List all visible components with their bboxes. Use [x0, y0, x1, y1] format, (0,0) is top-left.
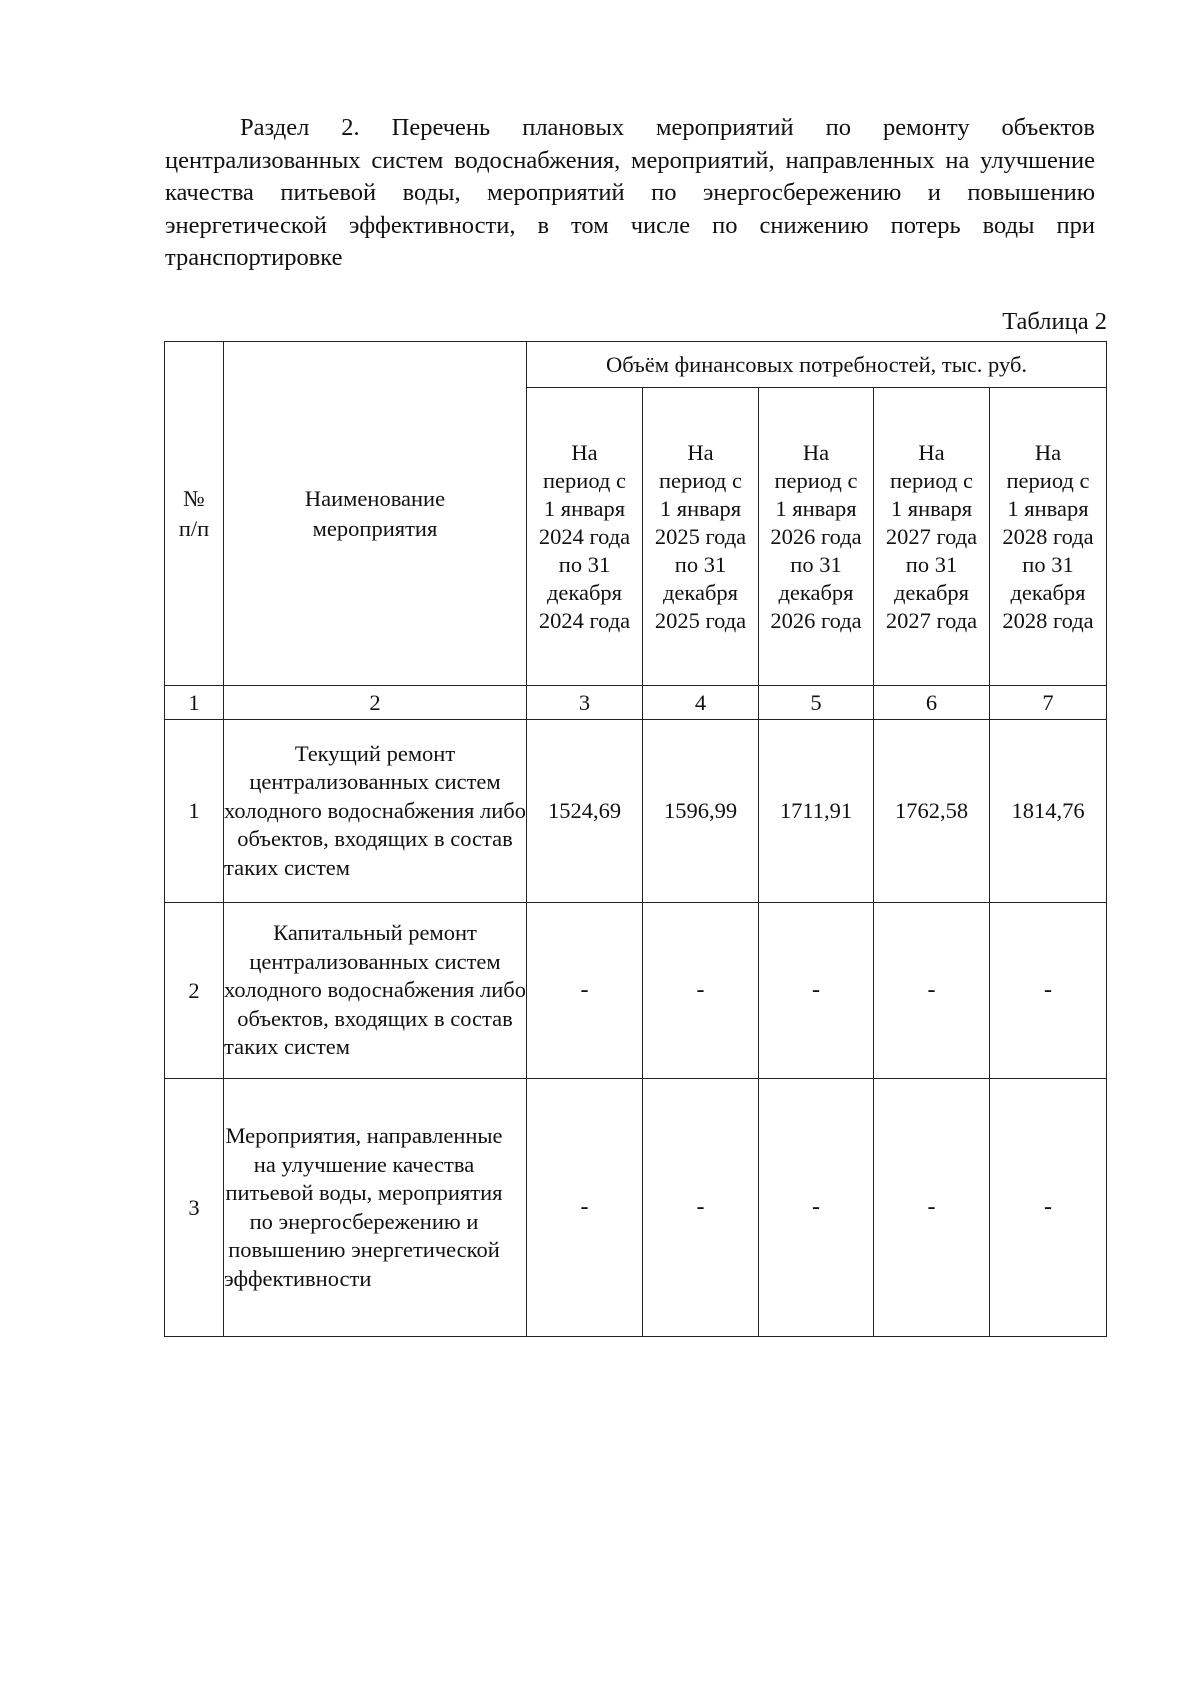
header-finance-group: Объём финансовых потребностей, тыс. руб. — [527, 342, 1107, 388]
table-row — [165, 1079, 1107, 1337]
row-value: - — [759, 1079, 874, 1337]
row-value: - — [874, 1079, 990, 1337]
header-number: № п/п — [165, 342, 224, 686]
column-number-5: 5 — [759, 686, 874, 720]
header-period-2025: На период с 1 января 2025 года по 31 декабря 2025 года — [643, 388, 759, 686]
row-value: - — [643, 903, 759, 1079]
header-period-2027: На период с 1 января 2027 года по 31 декабря 2027 года — [874, 388, 990, 686]
header-period-2024: На период с 1 января 2024 года по 31 декабря 2024 года — [527, 388, 643, 686]
row-value: 1711,91 — [759, 720, 874, 903]
row-value: - — [759, 903, 874, 1079]
financial-needs-table — [164, 341, 1107, 1337]
column-number-2: 2 — [224, 686, 527, 720]
row-value: - — [990, 903, 1107, 1079]
row-value: 1762,58 — [874, 720, 990, 903]
table-row — [165, 903, 1107, 1079]
column-number-3: 3 — [527, 686, 643, 720]
column-number-4: 4 — [643, 686, 759, 720]
row-value: 1596,99 — [643, 720, 759, 903]
row-value: 1814,76 — [990, 720, 1107, 903]
header-period-2028: На период с 1 января 2028 года по 31 декабря 2028 года — [990, 388, 1107, 686]
table-row — [165, 720, 1107, 903]
column-number-7: 7 — [990, 686, 1107, 720]
row-name: Текущий ремонт централизованных систем холодного водоснабжения либо объектов, входящих в состав таких систем — [224, 720, 527, 903]
section-heading: Раздел 2. Перечень плановых мероприятий по ремонту объектов централизованных систем водоснабжения, мероприятий, направленных на улучшение качества питьевой воды, мероприятий по энергосбережению и повышению энергетической эффективности, в том числе по снижению потерь воды при транспортировке — [165, 114, 1095, 271]
row-value: - — [527, 1079, 643, 1337]
row-name: Капитальный ремонт централизованных систем холодного водоснабжения либо объектов, входящих в состав таких систем — [224, 903, 527, 1079]
row-value: - — [527, 903, 643, 1079]
row-number: 1 — [165, 720, 224, 903]
table-caption: Таблица 2 — [1002, 308, 1107, 335]
row-value: - — [990, 1079, 1107, 1337]
row-number: 2 — [165, 903, 224, 1079]
row-name: Мероприятия, направленные на улучшение качества питьевой воды, мероприятия по энергосбережению и повышению энергетической эффективности — [224, 1079, 527, 1337]
column-number-1: 1 — [165, 686, 224, 720]
row-value: - — [874, 903, 990, 1079]
header-period-2026: На период с 1 января 2026 года по 31 декабря 2026 года — [759, 388, 874, 686]
column-number-6: 6 — [874, 686, 990, 720]
header-name: Наименование мероприятия — [224, 342, 527, 686]
row-number: 3 — [165, 1079, 224, 1337]
row-value: - — [643, 1079, 759, 1337]
row-value: 1524,69 — [527, 720, 643, 903]
